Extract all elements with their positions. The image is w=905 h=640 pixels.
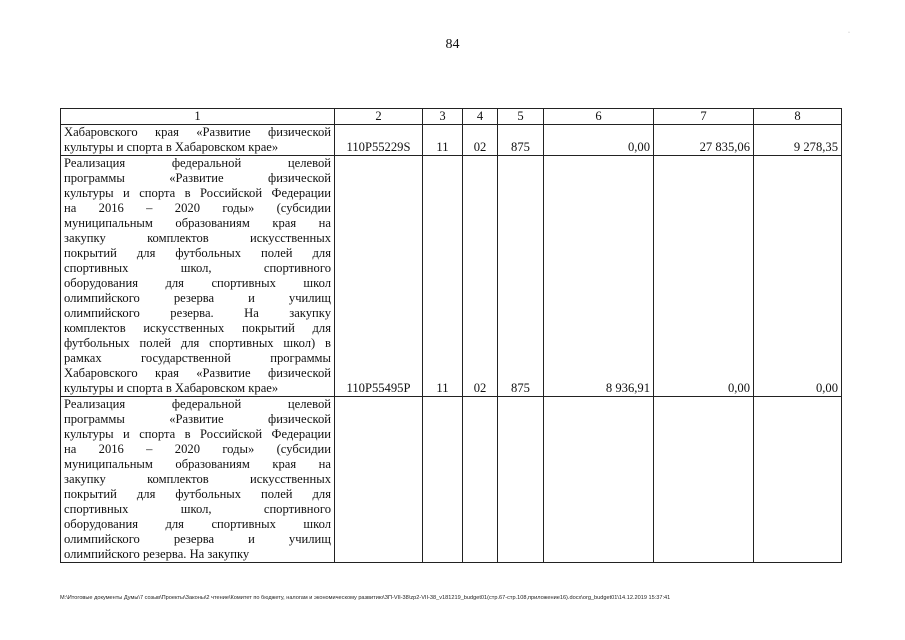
column-header: 7 [654,109,754,125]
subsection-cell: 02 [463,156,498,397]
program-name-line: культуры и спорта в Российской Федерации [64,186,331,200]
amount-cell: 0,00 [754,156,842,397]
program-name-line: олимпийского резерва и училищ [64,532,331,546]
expense-type-cell [498,397,544,563]
program-name-line: Хабаровского края «Развитие физической [64,125,331,139]
target-code-cell [335,397,423,563]
amount-cell [544,397,654,563]
program-name-line: покрытий для футбольных полей для [64,246,331,260]
program-name-line: закупку комплектов искусственных [64,231,331,245]
program-name-cell [61,397,335,563]
program-name-line: муниципальным образованиям края на [64,216,331,230]
subsection-cell: 02 [463,125,498,156]
program-name-line: муниципальным образованиям края на [64,457,331,471]
program-name-line: оборудования для спортивных школ [64,517,331,531]
program-name-cell [61,125,335,156]
amount-cell [654,397,754,563]
column-header: 4 [463,109,498,125]
program-name-line: футбольных полей для спортивных школ) в [64,336,331,350]
amount-cell: 27 835,06 [654,125,754,156]
amount-cell: 0,00 [544,125,654,156]
column-header: 3 [423,109,463,125]
section-cell: 11 [423,156,463,397]
column-header: 6 [544,109,654,125]
program-name-line: Реализация федеральной целевой [64,397,331,411]
program-name-line: на 2016 – 2020 годы» (субсидии [64,201,331,215]
program-name-line: олимпийского резерва и училищ [64,291,331,305]
section-cell: 11 [423,125,463,156]
program-name-line: олимпийского резерва. На закупку [64,306,331,320]
target-code-cell: 110P55229S [335,125,423,156]
table-row [61,156,842,397]
program-name-line: Реализация федеральной целевой [64,156,331,170]
program-name-line: спортивных школ, спортивного [64,502,331,516]
program-name-line: культуры и спорта в Российской Федерации [64,427,331,441]
program-name-line: спортивных школ, спортивного [64,261,331,275]
program-name-line: на 2016 – 2020 годы» (субсидии [64,442,331,456]
corner-mark: · [848,30,850,36]
program-name-line: рамках государственной программы [64,351,331,365]
program-name-cell [61,156,335,397]
amount-cell: 8 936,91 [544,156,654,397]
program-name-line: закупку комплектов искусственных [64,472,331,486]
program-name-line: комплектов искусственных покрытий для [64,321,331,335]
program-name-line: оборудования для спортивных школ [64,276,331,290]
file-path-footer: M:\Итоговые документы Думы\7 созыв\Проекты\Законы\2 чтение\Комитет по бюджету, налогам и экономическому развитию\ЗП-VII-38\zp2-VII-38_v181219_budget01(стр.67-стр.108,приложение16).docx\org_budget01\14.12.2019 15:37:41 [60,595,671,601]
program-name-line: олимпийского резерва. На закупку [64,547,250,561]
amount-cell [754,397,842,563]
column-header: 2 [335,109,423,125]
expense-type-cell: 875 [498,125,544,156]
page-number: 84 [445,37,460,52]
column-header: 1 [61,109,335,125]
target-code-cell: 110P55495P [335,156,423,397]
column-header: 8 [754,109,842,125]
program-name-line: программы «Развитие физической [64,171,331,185]
program-name-line: программы «Развитие физической [64,412,331,426]
amount-cell: 0,00 [654,156,754,397]
budget-table [60,108,842,563]
section-cell [423,397,463,563]
amount-cell: 9 278,35 [754,125,842,156]
program-name-line: Хабаровского края «Развитие физической [64,366,331,380]
expense-type-cell: 875 [498,156,544,397]
subsection-cell [463,397,498,563]
program-name-line: покрытий для футбольных полей для [64,487,331,501]
program-name-line: культуры и спорта в Хабаровском крае» [64,140,279,154]
table-row [61,397,842,563]
column-header: 5 [498,109,544,125]
table-header-row [61,109,842,125]
program-name-line: культуры и спорта в Хабаровском крае» [64,381,279,395]
table-row [61,125,842,156]
